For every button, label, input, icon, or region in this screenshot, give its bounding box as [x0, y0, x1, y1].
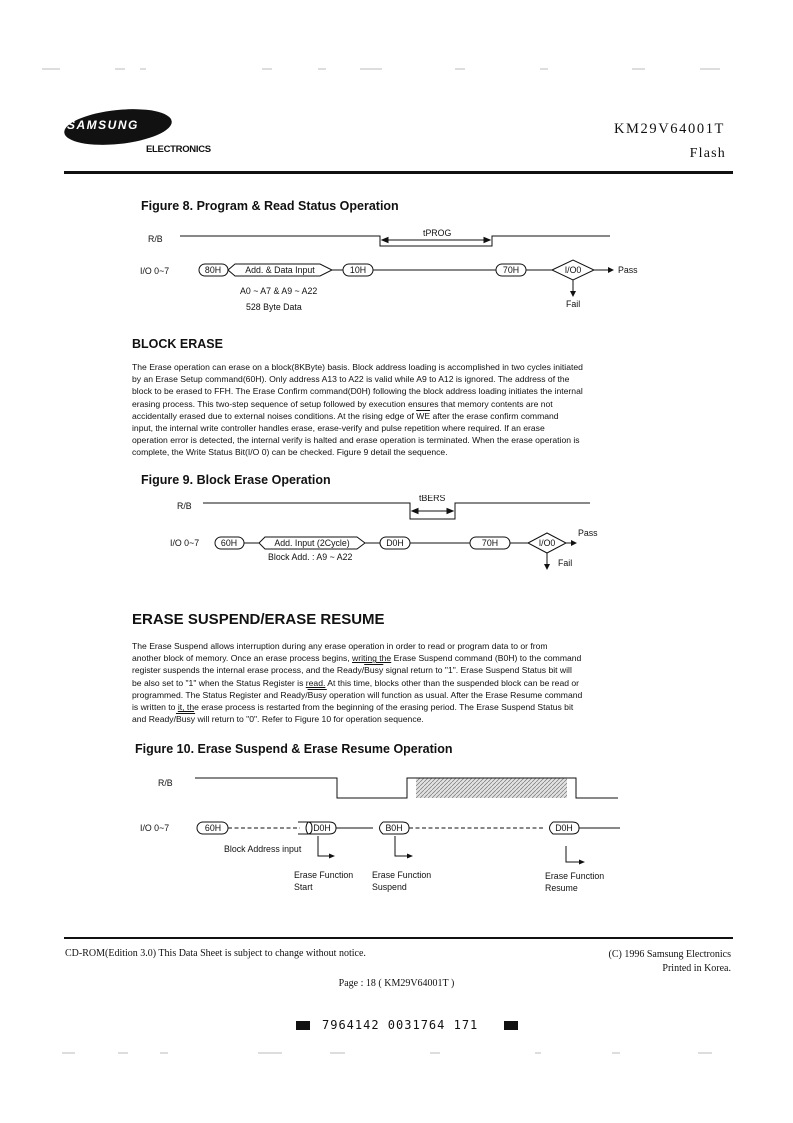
- erase-suspend-text: [132, 640, 652, 725]
- figure8-timing: tPROG: [423, 228, 452, 238]
- block-erase-line: The Erase operation can erase on a block(8KByte) basis. Block address loading is accomplished in two cycles initiated: [132, 362, 583, 372]
- erase-suspend-line: programmed. The Status Register and Ready/Busy operation will function as usual. After the Erase Resume command: [132, 689, 583, 700]
- we-signal: $\overline{WE}$: [416, 410, 431, 421]
- figure9-rb-label: R/B: [177, 501, 192, 511]
- figure9-note: Block Add. : A9 ~ A22: [268, 552, 353, 562]
- block-erase-line: by an Erase Setup command(60H). Only address A13 to A22 is valid while A9 to A12 is ignored. The address of the: [132, 374, 570, 385]
- erase-suspend-line: be also set to "1" when the Status Register is read. At this time, blocks other than the suspended block can be read or: [132, 677, 580, 688]
- footer-printed: Printed in Korea.: [662, 963, 731, 974]
- erase-suspend-line: The Erase Suspend allows interruption during any erase operation in order to read or program data to or from: [132, 641, 548, 651]
- scan-artifact-bottom: [0, 1050, 793, 1056]
- figure8-cmd-80h: 80H: [204, 265, 222, 275]
- figure10-cmd-60h: 60H: [204, 823, 222, 833]
- figure8-note2: 528 Byte Data: [246, 302, 302, 312]
- figure10-suspend-label1: Erase Function: [372, 870, 432, 880]
- figure9-decision: I/O0: [538, 538, 556, 548]
- figure10-cmd-b0h: B0H: [385, 823, 403, 833]
- block-erase-line: complete, the Write Status Bit(I/O 0) can be checked. Figure 9 detail the sequence.: [132, 447, 448, 458]
- figure10-resume-label1: Erase Function: [545, 871, 605, 881]
- figure10-rb-label: R/B: [158, 778, 173, 788]
- figure8-io-label: I/O 0~7: [140, 266, 170, 276]
- brand-division: ELECTRONICS: [146, 144, 211, 155]
- block-erase-line: input, the internal write controller handles erase, erase-verify and pulse repetition where required. If an erase: [132, 423, 545, 434]
- figure9-cmd-60h: 60H: [220, 538, 238, 548]
- block-erase-line: operation error is detected, the internal verify is halted and erase operation is terminated. When the erase operation is: [132, 435, 580, 446]
- figure9-diagram: [165, 495, 605, 577]
- figure10-resume-label2: Resume: [545, 883, 578, 893]
- block-erase-text: [132, 361, 652, 459]
- figure8-fail: Fail: [566, 299, 581, 309]
- erase-suspend-line: register suspends the internal erase process, and the Ready/Busy signal return to "1". Erase Suspend Status bit will: [132, 665, 572, 676]
- scan-artifact-top: [0, 66, 793, 72]
- figure8-title: Figure 8. Program & Read Status Operation: [141, 199, 399, 213]
- figure9-addr-box: Add. Input (2Cycle): [274, 538, 350, 548]
- figure10-cmd-d0h-resume: D0H: [555, 823, 573, 833]
- barcode-block-left: [296, 1021, 310, 1030]
- brand-name: SAMSUNG: [67, 118, 139, 132]
- figure10-start-label1: Erase Function: [294, 870, 354, 880]
- figure10-cmd-d0h: D0H: [313, 823, 331, 833]
- figure8-cmd-10h: 10H: [349, 265, 367, 275]
- figure9-pass: Pass: [578, 528, 598, 538]
- figure8-pass: Pass: [618, 265, 638, 275]
- figure9-timing: tBERS: [419, 495, 446, 503]
- erase-suspend-line: is written to it, the erase process is restarted from the beginning of the erasing period. The Erase Suspend Status bit: [132, 702, 574, 713]
- barcode-block-right: [504, 1021, 518, 1030]
- footer-rule: [64, 937, 733, 939]
- figure10-start-label2: Start: [294, 882, 313, 892]
- figure8-cmd-70h: 70H: [502, 265, 520, 275]
- erase-suspend-line: another block of memory. Once an erase process begins, writing the Erase Suspend command (B0H) to the command: [132, 653, 582, 664]
- figure8-data-box: Add. & Data Input: [245, 265, 315, 275]
- footer-copyright: (C) 1996 Samsung Electronics: [608, 949, 731, 960]
- header-rule: [64, 171, 733, 174]
- figure8-diagram: [140, 222, 660, 322]
- figure10-io-label: I/O 0~7: [140, 823, 170, 833]
- figure9-cmd-70h: 70H: [481, 538, 499, 548]
- figure10-diagram: [140, 770, 630, 900]
- erase-suspend-title: ERASE SUSPEND/ERASE RESUME: [132, 611, 385, 628]
- figure10-note: Block Address input: [224, 844, 302, 854]
- figure9-io-label: I/O 0~7: [170, 538, 200, 548]
- figure9-fail: Fail: [558, 558, 573, 568]
- block-erase-title: BLOCK ERASE: [132, 337, 223, 351]
- block-erase-line: erasing process. This two-step sequence of setup followed by execution ensures that memory contents are not: [132, 398, 553, 409]
- erase-suspend-line: and Ready/Busy will return to "0". Refer to Figure 10 for operation sequence.: [132, 714, 424, 725]
- figure8-rb-label: R/B: [148, 234, 163, 244]
- figure10-suspend-label2: Suspend: [372, 882, 407, 892]
- erase-busy-region: [416, 778, 567, 798]
- block-erase-line: block to be erased to FFH. The Erase Confirm command(D0H) following the block address loading initiates the internal: [132, 386, 583, 397]
- page-number: Page : 18 ( KM29V64001T ): [338, 978, 455, 989]
- figure9-cmd-d0h: D0H: [386, 538, 404, 548]
- figure8-note1: A0 ~ A7 & A9 ~ A22: [240, 286, 318, 296]
- figure10-title: Figure 10. Erase Suspend & Erase Resume Operation: [135, 742, 453, 756]
- block-erase-line: accidentally erased due to external noises conditions. At the rising edge of $\overline{WE}$ after the erase confirm command: [132, 410, 559, 421]
- footer-notice: CD-ROM(Edition 3.0) This Data Sheet is subject to change without notice.: [65, 948, 366, 959]
- figure9-title: Figure 9. Block Erase Operation: [141, 473, 331, 487]
- barcode-text: 7964142 0031764 171: [322, 1018, 479, 1032]
- part-number: KM29V64001T: [613, 121, 725, 137]
- product-type: Flash: [689, 146, 726, 161]
- figure8-decision: I/O0: [564, 265, 582, 275]
